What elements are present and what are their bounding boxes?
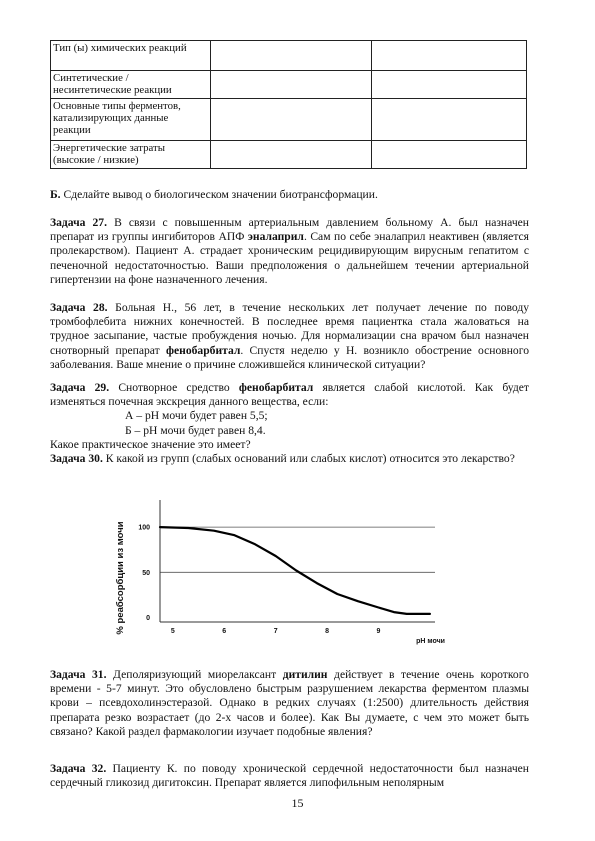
task-29-case-a: А – рН мочи будет равен 5,5; (125, 409, 268, 423)
task-28-heading: Задача 28. (50, 301, 108, 314)
chart-gridlines (160, 527, 435, 572)
task-29-drug: фенобарбитал (238, 381, 314, 394)
part-b-heading: Б. (50, 188, 61, 201)
table-row (51, 71, 527, 99)
task-29-text-continued: является слабой кислотой. Как будет изменяться почечная экскреция данного вещества, если: (50, 381, 529, 409)
table-cell (211, 141, 372, 169)
task-27-text: В связи с повышенным артериальным давлением больному А. был назначен препарат из группы ингибиторов АПФ (50, 216, 529, 244)
task-32-paragraph (50, 762, 529, 790)
y-tick-label: 100 (138, 524, 150, 532)
chart-tick-labels (138, 525, 380, 635)
row-label: Синтетические / несинтетические реакции (51, 71, 211, 99)
task-28-text: Больная Н., 56 лет, в течение нескольких лет получает лечение по поводу тромбофлебита нижних конечностей. В последнее время пациентка стала жаловаться на трудное засыпание, частые пробуждения ночью. Для нормализации сна врачом был назначен снотворный препарат (50, 301, 530, 357)
page-number: 15 (291, 796, 304, 810)
task-31-drug: дитилин (282, 668, 328, 681)
table-cell (372, 141, 527, 169)
y-tick-label: 0 (146, 614, 150, 622)
task-28-paragraph (50, 301, 529, 372)
reabsorption-chart (105, 488, 450, 653)
task-27-heading: Задача 27. (50, 216, 107, 229)
part-b-text: Сделайте вывод о биологическом значении биотрансформации. (63, 188, 378, 201)
chart-x-axis-label: рН мочи (416, 638, 445, 645)
table-cell (372, 41, 527, 71)
task-27-text-continued: . Сам по себе эналаприл неактивен (является пролекарством). Пациент А. страдает хроническим рецидивирующим вирусным гепатитом с печеночной недостаточностью. Ваши предположения о дальнейшем течении артериальной гипертензии на фоне назначенного лечения. (50, 230, 530, 286)
table-cell (211, 99, 372, 141)
task-30-text: К какой из групп (слабых оснований или слабых кислот) относится это лекарство? (105, 452, 515, 465)
task-31-text-continued: действует в течение очень короткого времени - 5-7 минут. Это обусловлено быстрым разрушением лекарства ферментом плазмы крови – псевдохолинэстеразой. Однако в редких случаях (1:2500) длительность действия препарата резко возрастает (до 2-х часов и более). Как Вы думаете, с чем это может быть связано? Какой раздел фармакологии изучает подобные явления? (50, 668, 529, 738)
comparison-table (50, 40, 527, 169)
task-28-text-continued: . Спустя неделю у Н. возникло обострение основного заболевания. Ваше мнение о причине сложившейся клинической ситуации? (50, 343, 529, 371)
task-29-text: Снотворное средство (118, 381, 230, 394)
table-row (51, 41, 527, 71)
task-29-case-b: Б – рН мочи будет равен 8,4. (125, 423, 266, 437)
task-31-paragraph (50, 668, 529, 739)
task-32-text: Пациенту К. по поводу хронической сердечной недостаточности был назначен сердечный гликозид дигитоксин. Препарат является липофильным неполярным (50, 762, 529, 790)
task-30-paragraph (50, 452, 529, 466)
task-31-text: Деполяризующий миорелаксант (113, 668, 277, 681)
task-27-paragraph (50, 216, 529, 287)
x-tick-label: 6 (222, 628, 227, 635)
y-tick-label: 50 (142, 569, 150, 577)
table-cell (372, 99, 527, 141)
chart-axes (160, 500, 435, 622)
reabsorption-curve (160, 527, 430, 614)
task-29-question: Какое практическое значение это имеет? (50, 437, 251, 451)
task-27-drug: эналаприл (247, 230, 304, 244)
table-cell (211, 41, 372, 71)
table-row (51, 141, 527, 169)
row-label: Основные типы ферментов, катализирующих данные реакции (51, 99, 211, 141)
row-label: Энергетические затраты (высокие / низкие) (51, 141, 211, 169)
chart-series (160, 527, 430, 614)
task-32-heading: Задача 32. (50, 762, 107, 775)
x-tick-label: 9 (376, 628, 381, 635)
table-cell (211, 71, 372, 99)
table-row (51, 99, 527, 141)
x-tick-label: 8 (325, 628, 330, 635)
task-28-drug: фенобарбитал (165, 343, 241, 357)
row-label: Тип (ы) химических реакций (51, 41, 211, 71)
x-tick-label: 5 (170, 628, 175, 635)
chart-y-axis-label: % реабсорбции из мочи (115, 521, 126, 635)
task-30-heading: Задача 30. (50, 452, 103, 465)
task-31-heading: Задача 31. (50, 668, 107, 681)
task-29-paragraph (50, 381, 529, 452)
task-29-heading: Задача 29. (50, 381, 110, 394)
table-cell (372, 71, 527, 99)
x-tick-label: 7 (273, 628, 278, 635)
part-b-paragraph (50, 188, 529, 202)
